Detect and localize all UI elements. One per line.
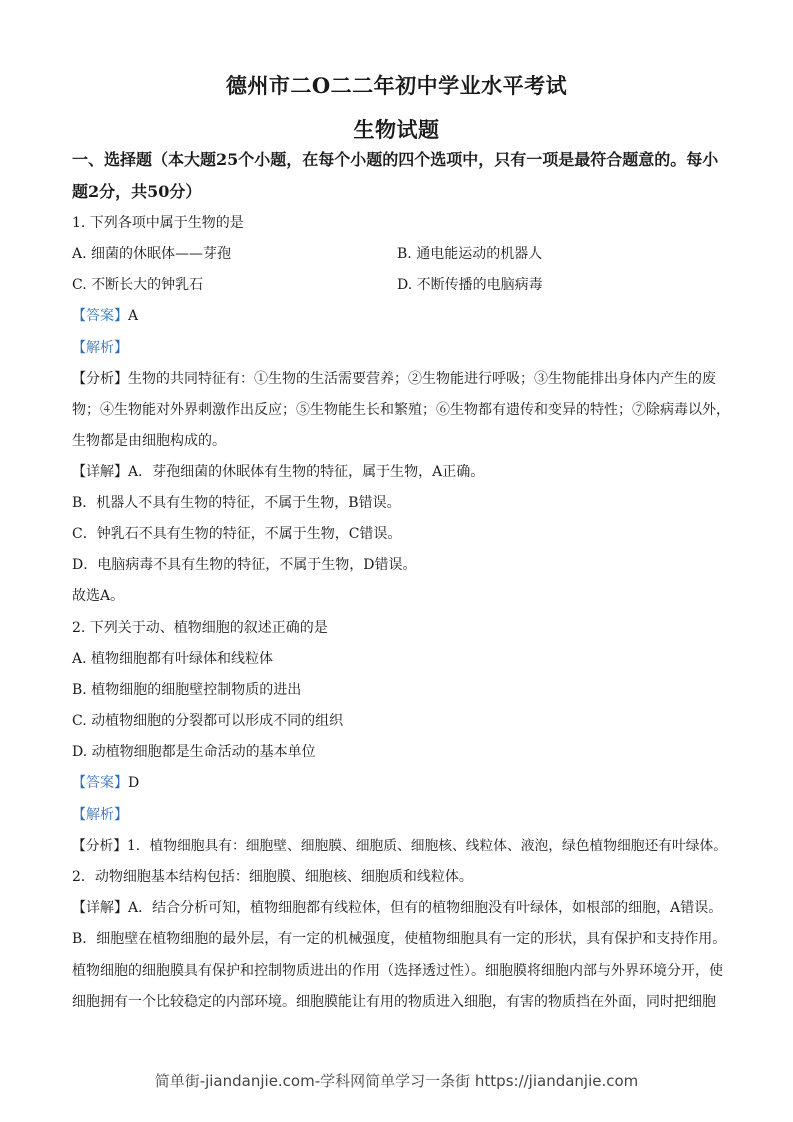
q1-analysis-tag: 【解析】 [72, 340, 128, 356]
section-heading-line2: 题2分，共50分） [72, 182, 202, 201]
q1-answer-value: A [128, 308, 139, 324]
q1-conclusion: 故选A。 [72, 588, 125, 604]
section-heading-line1: 一、选择题（本大题25个小题，在每个小题的四个选项中，只有一项是最符合题意的。每小 [72, 150, 719, 169]
q2-analysis-tag: 【解析】 [72, 807, 128, 823]
q2-xiangjie-line2: B．细胞壁在植物细胞的最外层，有一定的机械强度，使植物细胞具有一定的形状，具有保护和支持作用。 [72, 931, 727, 947]
q2-xiangjie-line3: 植物细胞的细胞膜具有保护和控制物质进出的作用（选择透过性）。细胞膜将细胞内部与外界环境分开，使 [72, 963, 723, 979]
q1-xiangjie-line3: C．钟乳石不具有生物的特征，不属于生物，C错误。 [72, 526, 402, 542]
q1-answer-tag: 【答案】 [72, 308, 128, 324]
q2-option-c: C. 动植物细胞的分裂都可以形成不同的组织 [72, 713, 344, 729]
q2-xiangjie-line4: 细胞拥有一个比较稳定的内部环境。细胞膜能让有用的物质进入细胞，有害的物质挡在外面，同时把细胞 [72, 994, 716, 1010]
q1-option-d: D. 不断传播的电脑病毒 [397, 277, 543, 293]
page-title: 德州市二O二二年初中学业水平考试 [225, 73, 568, 98]
q1-fenxi-line2: 物；④生物能对外界刺激作出反应；⑤生物能生长和繁殖；⑥生物都有遗传和变异的特性；⑦除病毒以外， [72, 402, 730, 418]
q2-answer-value: D [128, 775, 140, 791]
q2-fenxi-line2: 2．动物细胞基本结构包括：细胞膜、细胞核、细胞质和线粒体。 [72, 869, 473, 885]
q1-xiangjie-line1: 【详解】A．芽孢细菌的休眠体有生物的特征，属于生物，A正确。 [72, 464, 485, 480]
q1-option-b: B. 通电能运动的机器人 [397, 246, 543, 262]
q1-xiangjie-line4: D．电脑病毒不具有生物的特征，不属于生物，D错误。 [72, 557, 417, 573]
q1-fenxi-line3: 生物都是由细胞构成的。 [72, 433, 226, 449]
q2-xiangjie-line1: 【详解】A．结合分析可知，植物细胞都有线粒体，但有的植物细胞没有叶绿体，如根部的细胞，A错误。 [72, 900, 723, 916]
q2-fenxi-line1: 【分析】1．植物细胞具有：细胞壁、细胞膜、细胞质、细胞核、线粒体、液泡，绿色植物细胞还有叶绿体。 [72, 838, 728, 854]
q2-stem: 2. 下列关于动、植物细胞的叙述正确的是 [72, 620, 328, 636]
q1-fenxi-line1: 【分析】生物的共同特征有：①生物的生活需要营养；②生物能进行呼吸；③生物能排出身体内产生的废 [72, 371, 716, 387]
q1-option-c: C. 不断长大的钟乳石 [72, 277, 204, 293]
q2-answer-line [72, 773, 732, 793]
q2-option-b: B. 植物细胞的细胞壁控制物质的进出 [72, 682, 302, 698]
q1-xiangjie-line2: B．机器人不具有生物的特征，不属于生物，B错误。 [72, 495, 401, 511]
q1-answer-line [72, 306, 732, 326]
q2-option-a: A. 植物细胞都有叶绿体和线粒体 [72, 651, 274, 667]
page-footer-watermark: 简单街-jiandanjie.com-学科网简单学习一条街 https://jiandanjie.com [154, 1072, 639, 1090]
page-subtitle: 生物试题 [353, 117, 440, 142]
q2-answer-tag: 【答案】 [72, 775, 128, 791]
q1-stem: 1. 下列各项中属于生物的是 [72, 215, 244, 231]
q2-option-d: D. 动植物细胞都是生命活动的基本单位 [72, 744, 316, 760]
q1-option-a: A. 细菌的休眠体——芽孢 [72, 246, 232, 262]
